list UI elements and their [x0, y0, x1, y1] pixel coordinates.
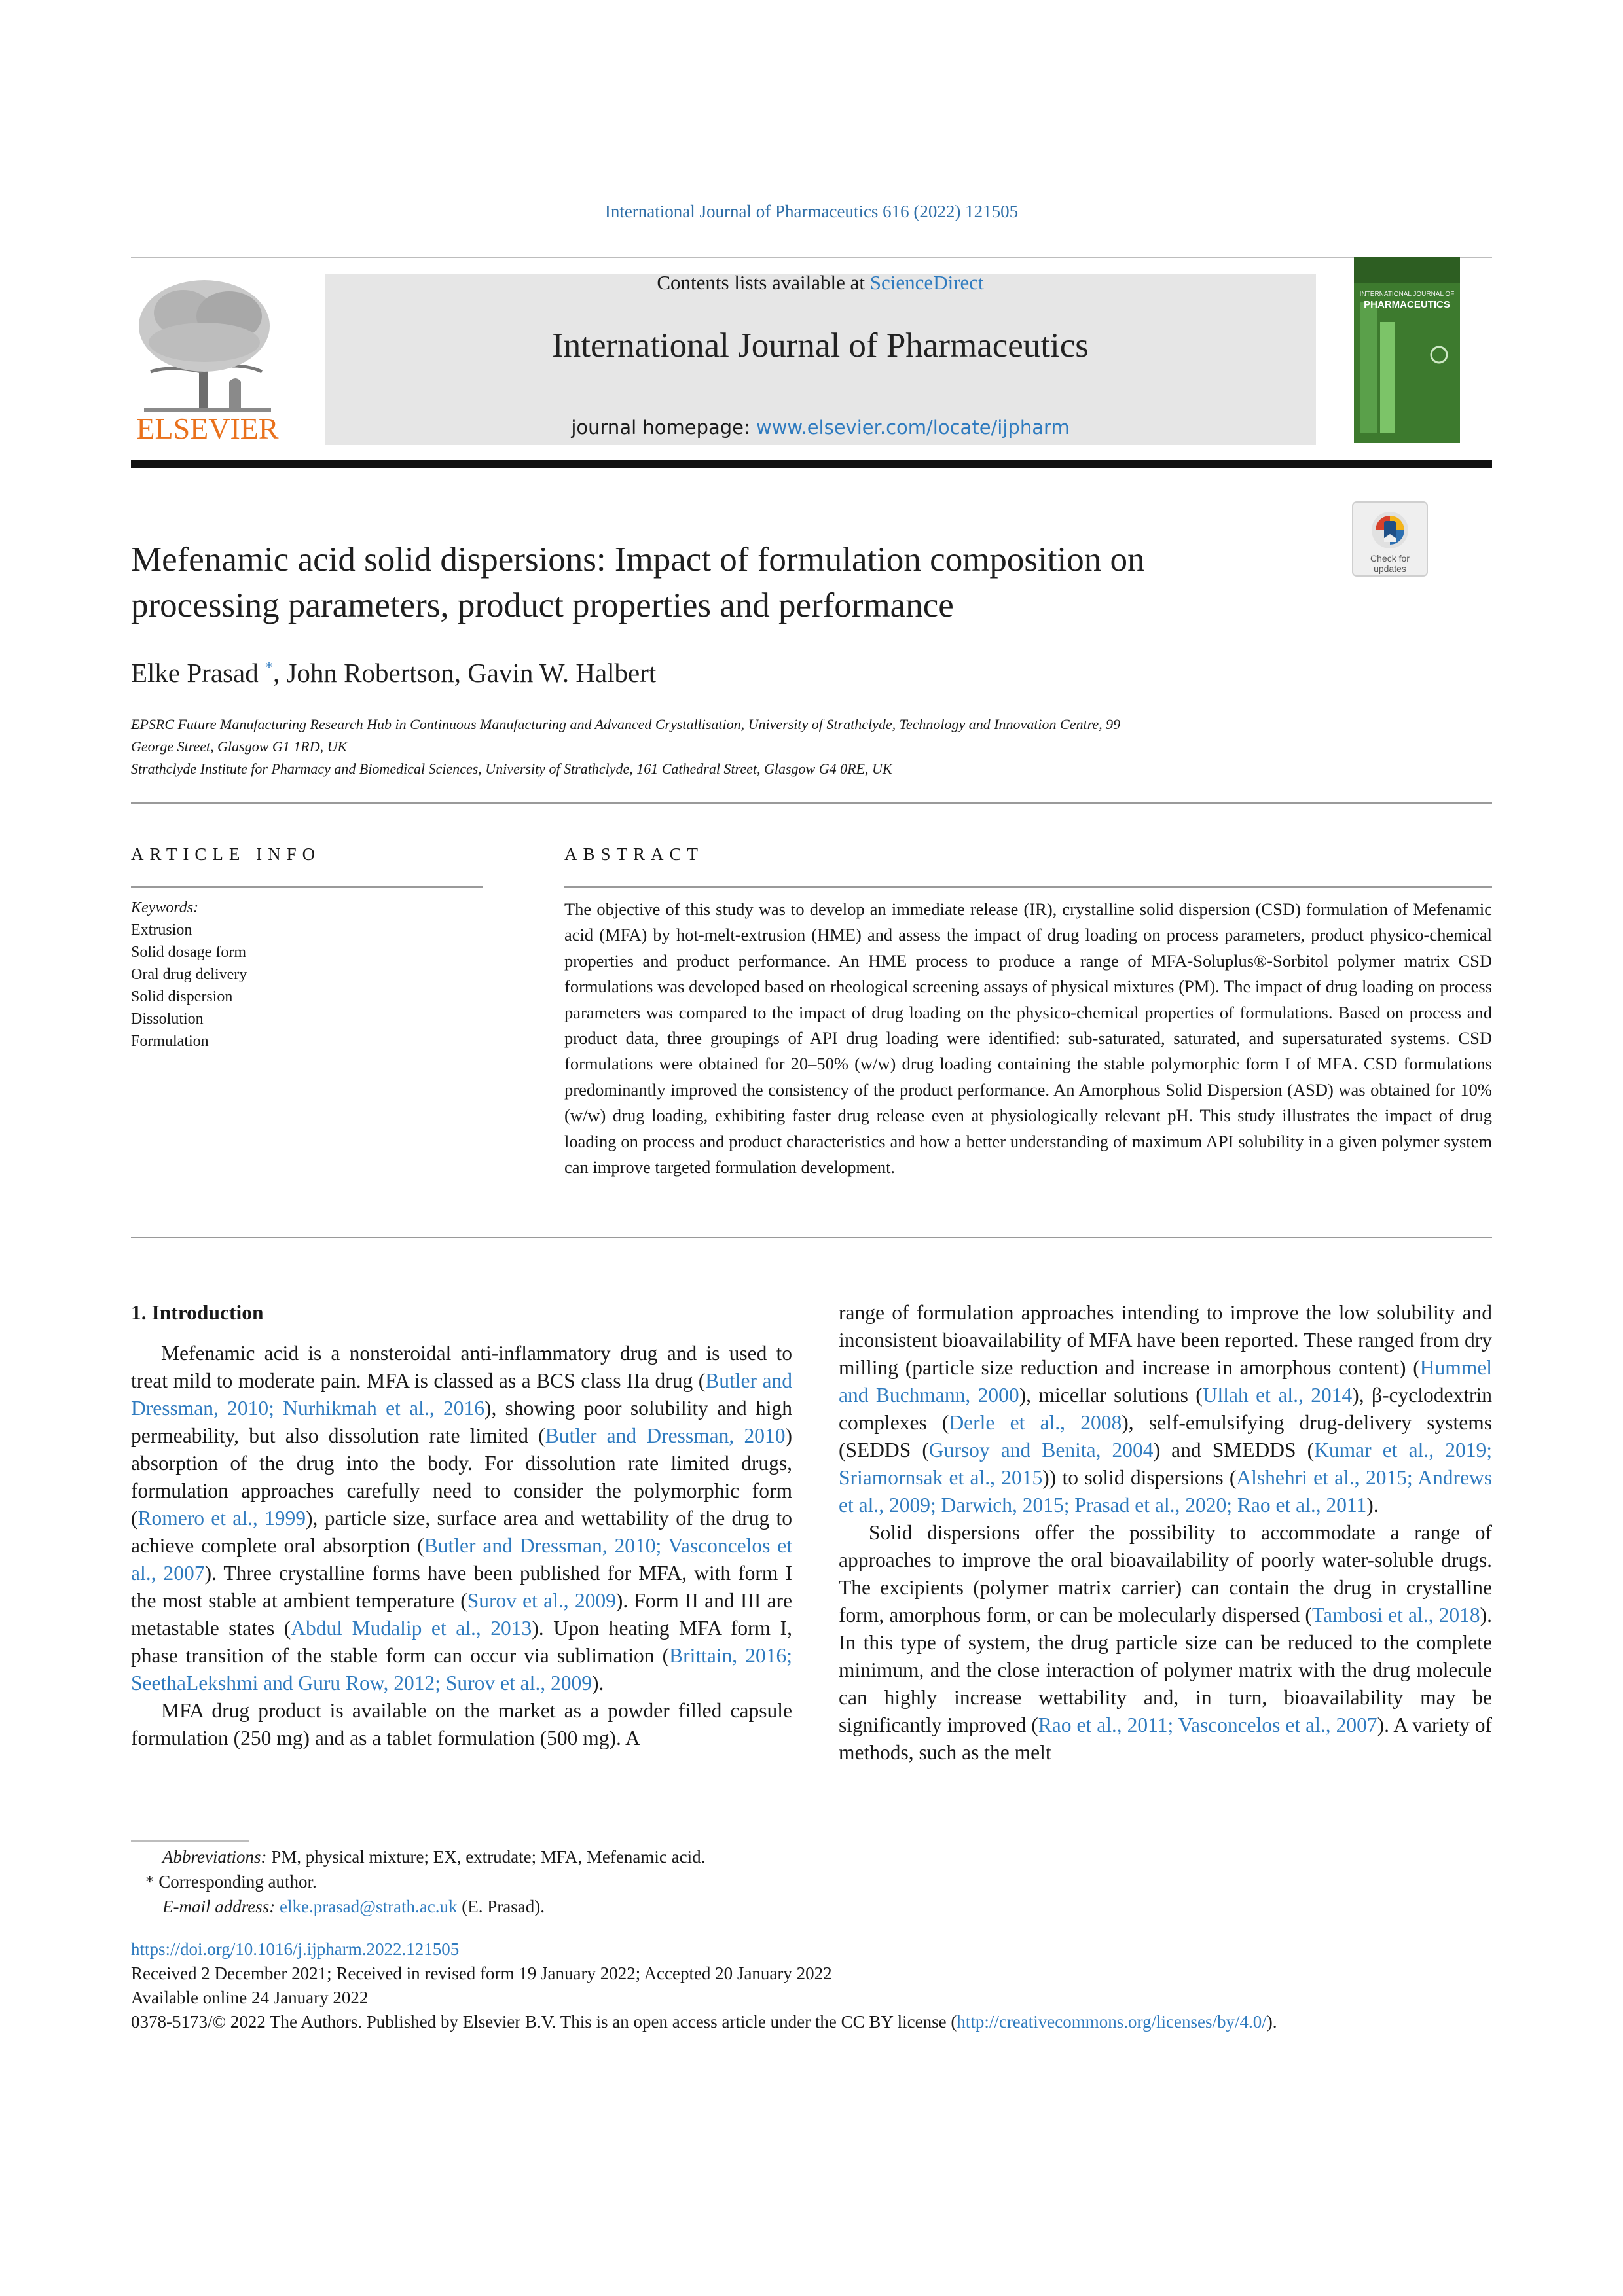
- article-title: [131, 537, 1322, 628]
- text: ). A variety of methods, such as the melt: [839, 1713, 1492, 1764]
- citation-link[interactable]: Butler and Dressman, 2010; Vasconcelos et al., 2007: [131, 1534, 792, 1585]
- keyword: Solid dosage form: [131, 944, 246, 961]
- text: ), particle size, surface area and wettability of the drug to achieve complete oral absorption (: [131, 1507, 793, 1557]
- citation-link[interactable]: Gursoy and Benita, 2004: [928, 1439, 1154, 1462]
- abbreviations-text: PM, physical mixture; EX, extrudate; MFA, Mefenamic acid.: [266, 1847, 706, 1867]
- cover-title-line1: INTERNATIONAL JOURNAL OF: [1359, 291, 1455, 298]
- citation-link[interactable]: Butler and Dressman, 2010; Nurhikmah et al., 2016: [131, 1369, 792, 1420]
- article-info-heading: ARTICLE INFO: [131, 844, 321, 864]
- elsevier-wordmark: ELSEVIER: [136, 412, 279, 445]
- intro-paragraph-2-cont: [839, 1299, 1492, 1519]
- other-authors: , John Robertson, Gavin W. Halbert: [272, 658, 657, 688]
- publication-info: [131, 1937, 1492, 2034]
- text: ). Upon heating MFA form I, phase transition of the stable form can occur via sublimation (: [131, 1617, 792, 1667]
- journal-title: International Journal of Pharmaceutics: [552, 327, 1089, 365]
- author-prasad[interactable]: Elke Prasad: [131, 658, 259, 688]
- journal-homepage-line: [325, 416, 1316, 439]
- corresponding-author-note: * Corresponding author.: [145, 1872, 317, 1892]
- license-link[interactable]: http://creativecommons.org/licenses/by/4.0/: [957, 2012, 1267, 2032]
- body-right-column: [839, 1299, 1492, 1767]
- abbreviations-footnote: [131, 1844, 705, 1869]
- check-updates-line2: updates: [1374, 564, 1406, 574]
- available-online-date: Available online 24 January 2022: [131, 1988, 369, 2007]
- affiliations: [131, 713, 1375, 780]
- email-suffix: (E. Prasad).: [457, 1897, 545, 1916]
- citation-link[interactable]: Brittain, 2016; SeethaLekshmi and Guru Row, 2012; Surov et al., 2009: [131, 1644, 792, 1695]
- corresponding-author-mark[interactable]: *: [264, 659, 273, 677]
- body-left-column: [131, 1299, 792, 1752]
- check-for-updates-icon: [1352, 501, 1428, 577]
- text: Solid dispersions offer the possibility to accommodate a range of approaches to improve the oral bioavailability of poorly water-soluble drugs. The excipients (polymer matrix carrier) can contain the drug in crystalline form, amorphous form, or can be molecularly dispersed (: [839, 1521, 1492, 1626]
- text: )) to solid dispersions (: [1042, 1466, 1237, 1489]
- email-label: E-mail address:: [162, 1897, 280, 1916]
- affiliation-1-line2: George Street, Glasgow G1 1RD, UK: [131, 738, 348, 755]
- license-text: 0378-5173/© 2022 The Authors. Published by Elsevier B.V. This is an open access article under the CC BY license (: [131, 2012, 957, 2032]
- email-footnote: [131, 1894, 705, 1919]
- article-title-line2: processing parameters, product properties and performance: [131, 586, 954, 624]
- citation-link[interactable]: Kumar et al., 2019; Sriamornsak et al., 2015: [839, 1439, 1492, 1489]
- citation-link[interactable]: Derle et al., 2008: [949, 1411, 1122, 1434]
- keywords-block: [131, 897, 247, 1052]
- contents-available-line: [325, 271, 1316, 295]
- license-suffix: ).: [1266, 2012, 1277, 2032]
- doi-link[interactable]: https://doi.org/10.1016/j.ijpharm.2022.121505: [131, 1939, 460, 1959]
- citation-link[interactable]: Ullah et al., 2014: [1202, 1384, 1353, 1407]
- text: ) absorption of the drug into the body. For dissolution rate limited drugs, formulation approaches carefully need to consider the polymorphic form (: [131, 1424, 792, 1530]
- homepage-prefix: journal homepage:: [571, 416, 756, 439]
- email-link[interactable]: elke.prasad@strath.ac.uk: [279, 1897, 458, 1916]
- cover-title-line2: PHARMACEUTICS: [1364, 299, 1450, 310]
- intro-paragraph-2: MFA drug product is available on the market as a powder filled capsule formulation (250 mg) and as a tablet formulation (500 mg). A: [131, 1699, 792, 1749]
- citation-link[interactable]: Hummel and Buchmann, 2000: [839, 1356, 1492, 1407]
- footnote-rule: [131, 1840, 249, 1842]
- intro-paragraph-1: [131, 1340, 792, 1697]
- text: ), self-emulsifying drug-delivery systems (SEDDS (: [839, 1411, 1492, 1462]
- text: ) and SMEDDS (: [1153, 1439, 1315, 1462]
- affiliation-2: Strathclyde Institute for Pharmacy and Biomedical Sciences, University of Strathclyde, 161 Cathedral Street, Glasgow G4 0RE, UK: [131, 761, 892, 777]
- text: ), showing poor solubility and high permeability, but also dissolution rate limited (: [131, 1397, 792, 1447]
- received-dates: Received 2 December 2021; Received in revised form 19 January 2022; Accepted 20 January 2022: [131, 1964, 832, 1983]
- sciencedirect-link[interactable]: ScienceDirect: [869, 271, 984, 294]
- keyword: Solid dispersion: [131, 988, 233, 1005]
- citation-link[interactable]: Abdul Mudalip et al., 2013: [291, 1617, 532, 1640]
- footnotes: [131, 1844, 705, 1919]
- article-info-rule: [131, 886, 483, 888]
- keyword: Formulation: [131, 1033, 209, 1050]
- text: Mefenamic acid is a nonsteroidal anti-inflammatory drug and is used to treat mild to moderate pain. MFA is classed as a BCS class IIa drug (: [131, 1342, 792, 1392]
- text: ). Three crystalline forms have been published for MFA, with form I the most stable at ambient temperature (: [131, 1562, 792, 1612]
- citation-link[interactable]: Rao et al., 2011; Vasconcelos et al., 2007: [1038, 1713, 1377, 1736]
- citation-link[interactable]: Butler and Dressman, 2010: [545, 1424, 786, 1447]
- citation-link[interactable]: Alshehri et al., 2015; Andrews et al., 2009; Darwich, 2015; Prasad et al., 2020; Rao et al., 2011: [839, 1466, 1492, 1516]
- header-top-rule: [131, 257, 1492, 258]
- abstract-rule-bottom: [131, 1237, 1492, 1238]
- contents-prefix: Contents lists available at: [657, 271, 870, 294]
- text: ). In this type of system, the drug particle size can be reduced to the complete minimum, and the close interaction of polymer matrix with the drug molecule can highly increase wettability and, in turn, bioavailability may be significantly improved (: [839, 1604, 1492, 1736]
- keywords-label: Keywords:: [131, 899, 199, 916]
- text: range of formulation approaches intending to improve the low solubility and inconsistent bioavailability of MFA have been reported. These ranged from dry milling (particle size reduction and increase in amorphous content) (: [839, 1301, 1492, 1379]
- text: ), micellar solutions (: [1019, 1384, 1203, 1407]
- text: ).: [1366, 1494, 1379, 1516]
- affiliations-rule: [131, 802, 1492, 804]
- citation-link[interactable]: Tambosi et al., 2018: [1311, 1604, 1480, 1626]
- homepage-link[interactable]: www.elsevier.com/locate/ijpharm: [756, 416, 1070, 439]
- journal-cover-image: [1354, 257, 1460, 443]
- abstract-text: The objective of this study was to develop an immediate release (IR), crystalline solid dispersion (CSD) formulation of Mefenamic acid (MFA) by hot-melt-extrusion (HME) and assess the impact of drug loading on process parameters, product physico-chemical properties and product performance. An HME process to produce a range of MFA-Soluplus®-Sorbitol polymer matrix CSD formulations was developed based on rheological screening assays of physical mixtures (PM). The impact of drug loading on process parameters was compared to the impact of drug loading on the physico-chemical properties of formulations. Based on process and product data, three groupings of API drug loading were identified: sub-saturated, saturated, and supersaturated systems. CSD formulations were obtained for 20–50% (w/w) drug loading containing the stable polymorphic form I of MFA. CSD formulations predominantly improved the consistency of the product performance. An Amorphous Solid Dispersion (ASD) was obtained for 10% (w/w) drug loading, exhibiting faster drug release even at physiologically relevant pH. This study illustrates the impact of drug loading on process and product characteristics and how a better understanding of maximum API solubility in a given polymer system can improve targeted formulation development.: [564, 899, 1492, 1177]
- check-for-updates-badge[interactable]: [1352, 501, 1428, 577]
- citation-link[interactable]: Surov et al., 2009: [467, 1589, 616, 1612]
- text: ), β-cyclodextrin complexes (: [839, 1384, 1492, 1434]
- keyword: Extrusion: [131, 922, 192, 939]
- abbreviations-label: Abbreviations:: [162, 1847, 267, 1867]
- keyword: Oral drug delivery: [131, 966, 247, 983]
- text: ). Form II and III are metastable states (: [131, 1589, 792, 1640]
- license-line: [131, 2010, 1492, 2034]
- author-list: [131, 657, 656, 689]
- abstract-rule-top: [564, 886, 1492, 888]
- journal-cover-thumbnail[interactable]: [1354, 257, 1460, 443]
- journal-reference[interactable]: International Journal of Pharmaceutics 616 (2022) 121505: [604, 202, 1019, 221]
- elsevier-tree-icon: [131, 274, 284, 445]
- abstract-heading: ABSTRACT: [564, 844, 704, 864]
- header-thick-rule: [131, 460, 1492, 468]
- section-heading-introduction: 1. Introduction: [131, 1301, 264, 1324]
- keyword: Dissolution: [131, 1011, 204, 1028]
- check-updates-line1: Check for: [1370, 553, 1410, 564]
- affiliation-1-line1: EPSRC Future Manufacturing Research Hub in Continuous Manufacturing and Advanced Crystallisation, University of Strathclyde, Technology and Innovation Centre, 99: [131, 716, 1121, 732]
- article-title-line1: Mefenamic acid solid dispersions: Impact of formulation composition on: [131, 541, 1145, 579]
- text: ).: [591, 1672, 604, 1695]
- citation-link[interactable]: Romero et al., 1999: [137, 1507, 306, 1530]
- elsevier-logo[interactable]: [131, 274, 284, 445]
- intro-paragraph-3: [839, 1519, 1492, 1767]
